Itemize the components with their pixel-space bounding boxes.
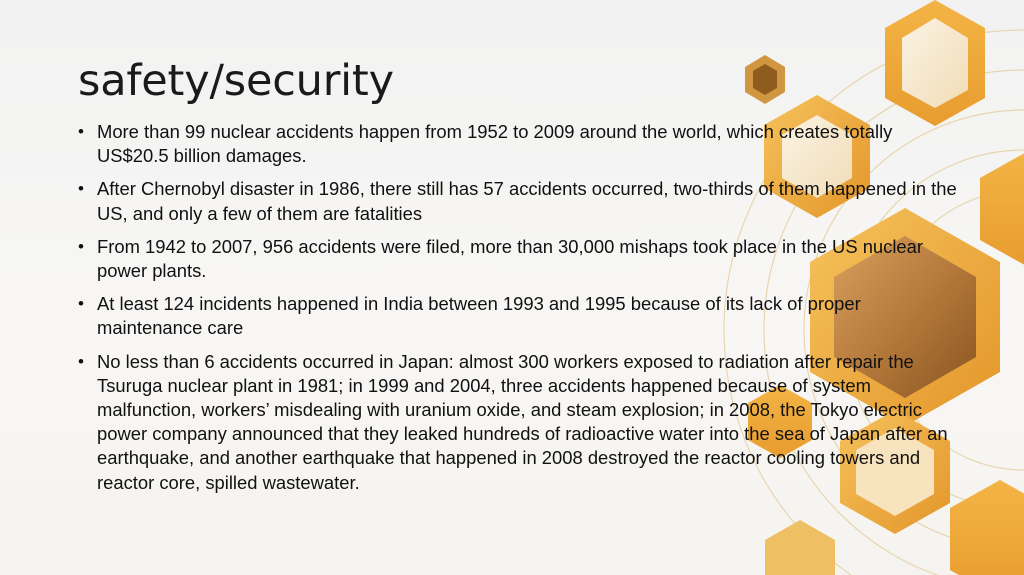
hexagon-right-edge xyxy=(980,150,1024,268)
bullet-item: • At least 124 incidents happened in India between 1993 and 1995 because of its lack of proper maintenance care xyxy=(78,292,958,340)
hexagon-bottom xyxy=(950,480,1024,575)
bullet-item: • No less than 6 accidents occurred in Japan: almost 300 workers exposed to radiation after repair the Tsuruga nuclear plant in 1981; in 1999 and 2004, three accidents happened because of system malfunction, workers’ misdealing with uranium oxide, and steam explosion; in 2008, the Tokyo electric power company announced that they leaked hundreds of radioactive water into the sea of Japan after an earthquake, and another earthquake that happened in 2008 destroyed the reactor cooling towers and reactor core, spilled wastewater. xyxy=(78,350,958,495)
bullet-item: • More than 99 nuclear accidents happen from 1952 to 2009 around the world, which creates totally US$20.5 billion damages. xyxy=(78,120,958,168)
bullet-item: • From 1942 to 2007, 956 accidents were filed, more than 30,000 mishaps took place in the US nuclear power plants. xyxy=(78,235,958,283)
bullet-list xyxy=(78,120,958,504)
slide-title: safety/security xyxy=(78,56,394,106)
bullet-item: • After Chernobyl disaster in 1986, there still has 57 accidents occurred, two-thirds of them happened in the US, and only a few of them are fatalities xyxy=(78,177,958,225)
